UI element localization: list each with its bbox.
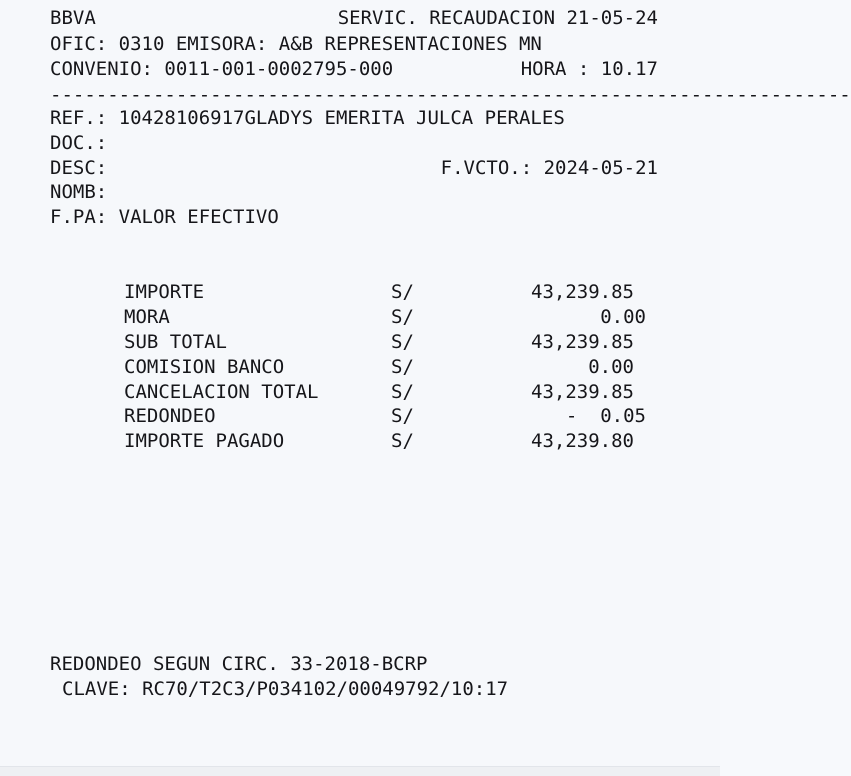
amount-currency: S/	[391, 381, 414, 403]
service-date: SERVIC. RECAUDACION 21-05-24	[337, 7, 658, 29]
amount-label: SUB TOTAL	[124, 331, 227, 353]
page-bottom-edge	[0, 766, 720, 776]
amount-value: 43,239.85	[531, 281, 634, 303]
amount-currency: S/	[391, 331, 414, 353]
payment-form: F.PA: VALOR EFECTIVO	[50, 206, 279, 228]
amount-currency: S/	[391, 356, 414, 378]
transaction-key: CLAVE: RC70/T2C3/P034102/00049792/10:17	[62, 678, 509, 700]
amount-label: IMPORTE	[124, 281, 205, 303]
document: DOC.:	[50, 132, 108, 154]
due-date: F.VCTO.: 2024-05-21	[440, 157, 658, 179]
amount-label: IMPORTE PAGADO	[124, 430, 285, 452]
amount-currency: S/	[391, 281, 414, 303]
amount-value: 0.00	[588, 356, 634, 378]
amount-label: REDONDEO	[124, 405, 216, 427]
bank-name: BBVA	[50, 7, 96, 29]
transaction-time: HORA : 10.17	[520, 58, 658, 80]
agreement-number: CONVENIO: 0011-001-0002795-000	[50, 58, 394, 80]
name-field: NOMB:	[50, 181, 108, 203]
amount-value: 0.00	[600, 306, 646, 328]
amount-label: COMISION BANCO	[124, 356, 285, 378]
amount-currency: S/	[391, 430, 414, 452]
amount-value: 43,239.85	[531, 381, 634, 403]
amount-label: CANCELACION TOTAL	[124, 381, 319, 403]
rounding-note: REDONDEO SEGUN CIRC. 33-2018-BCRP	[50, 653, 428, 675]
separator-line: ----------------------------------------------------------------------	[50, 84, 851, 106]
description: DESC:	[50, 157, 108, 179]
amount-value: 43,239.85	[531, 331, 634, 353]
amount-value: 43,239.80	[531, 430, 634, 452]
amount-value: - 0.05	[565, 405, 646, 427]
amount-currency: S/	[391, 306, 414, 328]
amount-currency: S/	[391, 405, 414, 427]
amount-label: MORA	[124, 306, 170, 328]
reference: REF.: 10428106917GLADYS EMERITA JULCA PERALES	[50, 107, 565, 129]
office-issuer: OFIC: 0310 EMISORA: A&B REPRESENTACIONES MN	[50, 33, 542, 55]
